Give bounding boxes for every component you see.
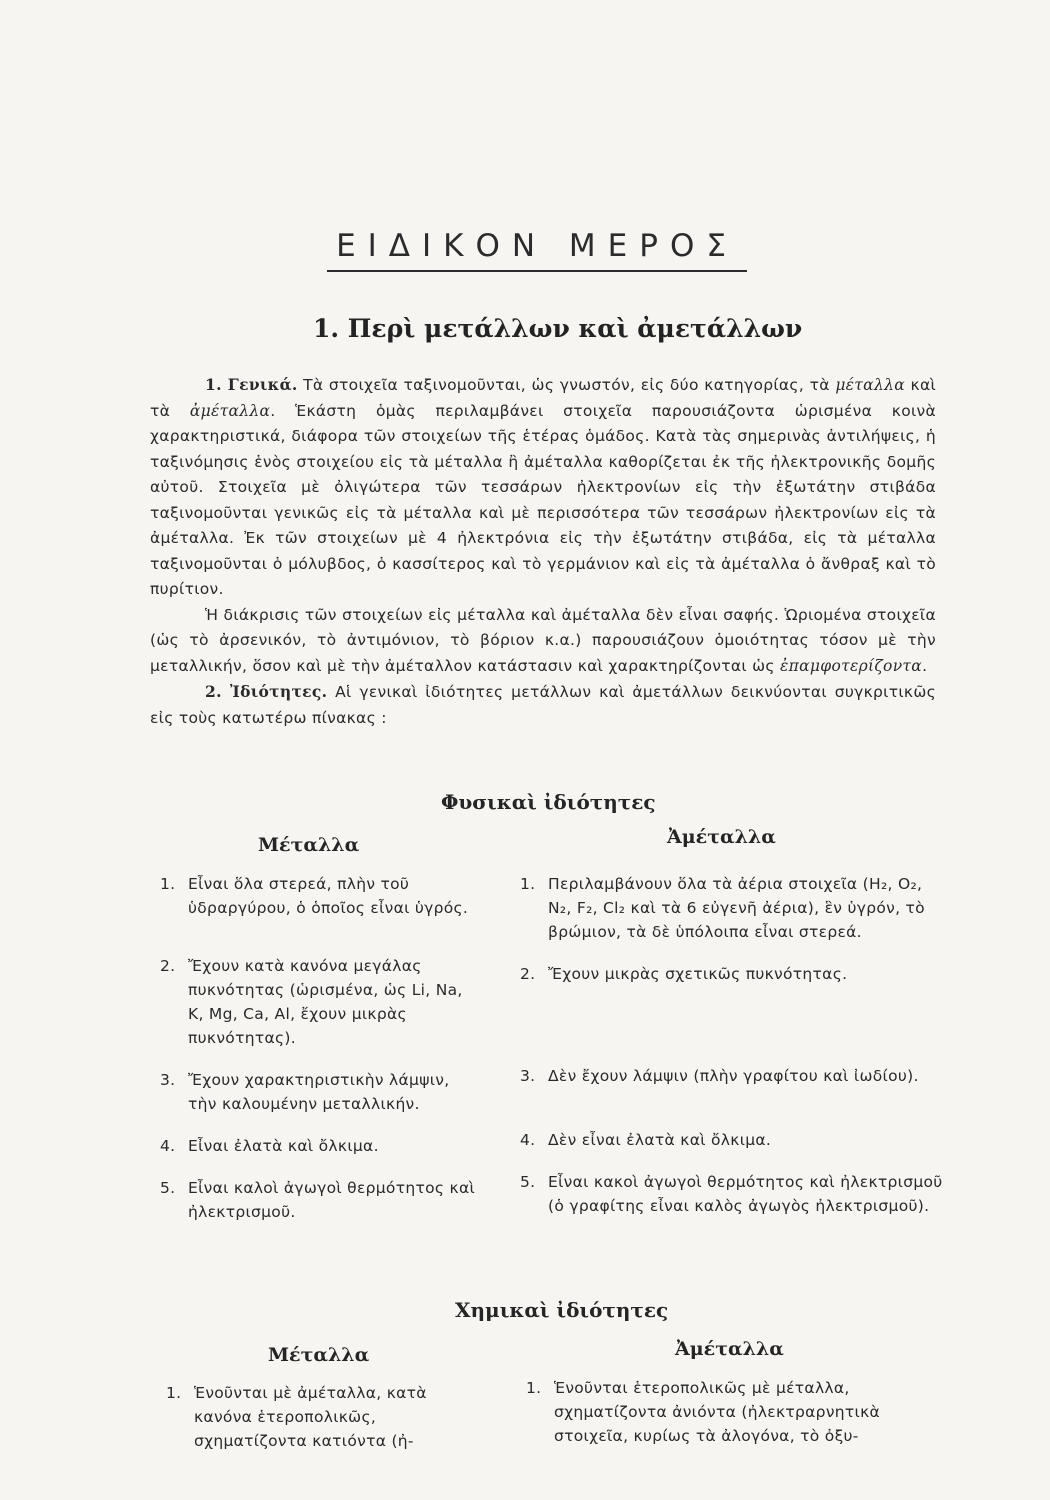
list-item: 3. Δὲν ἔχουν λάμψιν (πλὴν γραφίτου καὶ ἰωδίου).: [520, 1067, 919, 1085]
run-in-heading: 1. Γενικά.: [205, 375, 298, 394]
list-item: 1. Περιλαμβάνουν ὅλα τὰ ἀέρια στοιχεῖα (H₂, O₂, N₂, F₂, Cl₂ καὶ τὰ 6 εὐγενῆ ἀέρια), ἓν ὑγρόν, τὸ βρώμιον, τὰ δὲ ὑπόλοιπα εἶναι στερεά.: [520, 875, 925, 941]
chemical-properties-heading: Χημικαὶ ἰδιότητες: [455, 1298, 669, 1322]
list-item: 1. Ἑνοῦνται ἑτεροπολικῶς μὲ μέταλλα, σχηματίζοντα ἀνιόντα (ἠλεκτραρνητικὰ στοιχεῖα, κυρίως τὰ ἀλογόνα, τὸ ὀξυ-: [526, 1379, 881, 1445]
italic-term: ἀμέταλλα: [189, 401, 271, 420]
main-title: ΕΙΔΙΚΟΝ ΜΕΡΟΣ: [336, 228, 738, 264]
chemical-nonmetals-heading: Ἀμέταλλα: [675, 1338, 784, 1360]
list-item: 1. Εἶναι ὅλα στερεά, πλὴν τοῦ ὑδραργύρου, ὁ ὁποῖος εἶναι ὑγρός.: [160, 875, 469, 917]
italic-term: μέταλλα: [835, 376, 905, 394]
physical-nonmetals-heading: Ἀμέταλλα: [667, 826, 776, 848]
list-item: 1. Ἑνοῦνται μὲ ἀμέταλλα, κατὰ κανόνα ἑτεροπολικῶς, σχηματίζοντα κατιόντα (ἠ-: [166, 1384, 427, 1450]
paragraph-general: 1. Γενικά. Τὰ στοιχεῖα ταξινομοῦνται, ὡς γνωστόν, εἰς δύο κατηγορίας, τὰ μέταλλα καὶ τὰ ἀμέταλλα. Ἑκάστη ὁμὰς περιλαμβάνει στοιχεῖα παρουσιάζοντα ὡρισμένα κοινὰ χαρακτηριστικά, διάφορα τῶν στοιχείων τῆς ἑτέρας ὁμάδος. Κατὰ τὰς σημερινὰς ἀντιλήψεις, ἡ ταξινόμησις ἑνὸς στοιχείου εἰς τὰ μέταλλα ἢ ἀμέταλλα καθορίζεται ἐκ τῆς ἠλεκτρονικῆς δομῆς αὐτοῦ. Στοιχεῖα μὲ ὀλιγώτερα τῶν τεσσάρων ἠλεκτρονίων εἰς τὴν ἐξωτάτην στιβάδα ταξινομοῦνται γενικῶς εἰς τὰ μέταλλα καὶ μὲ περισσότερα τῶν τεσσάρων ἠλεκτρονίων εἰς τὰ ἀμέταλλα. Ἐκ τῶν στοιχείων μὲ 4 ἠλεκτρόνια εἰς τὴν ἐξωτάτην στιβάδα, εἰς τὰ μέταλλα ταξινομοῦνται ὁ μόλυβδος, ὁ κασσίτερος καὶ τὸ γερμάνιον καὶ εἰς τὰ ἀμέταλλα ὁ ἄνθραξ καὶ τὸ πυρίτιον.: [150, 375, 937, 598]
physical-nonmetals-list: [520, 872, 945, 1236]
chemical-metals-heading: Μέταλλα: [268, 1344, 370, 1366]
paragraph-distinction: Ἡ διάκρισις τῶν στοιχείων εἰς μέταλλα καὶ ἀμέταλλα δὲν εἶναι σαφής. Ὡριομένα στοιχεῖα (ὡς τὸ ἀρσενικόν, τὸ ἀντιμόνιον, τὸ βόριον κ.α.) παρουσιάζουν ὁμοιότητας τόσον μὲ τὴν μεταλλικήν, ὅσον καὶ μὲ τὴν ἀμέταλλον κατάστασιν καὶ χαρακτηρίζονται ὡς ἐπαμφοτερίζοντα.: [150, 605, 936, 675]
list-item: 4. Δὲν εἶναι ἐλατὰ καὶ ὄλκιμα.: [520, 1131, 772, 1149]
physical-metals-list: [160, 872, 482, 1242]
chemical-metals-list: [166, 1381, 482, 1471]
chemical-nonmetals-list: [526, 1376, 948, 1466]
italic-term: ἐπαμφοτερίζοντα: [780, 656, 923, 675]
list-item: 3. Ἔχουν χαρακτηριστικὴν λάμψιν, τὴν καλουμένην μεταλλικήν.: [160, 1071, 450, 1113]
list-item: 2. Ἔχουν κατὰ κανόνα μεγάλας πυκνότητας (ὡρισμένα, ὡς Li, Na, K, Mg, Ca, Al, ἔχουν μικρὰς πυκνότητας).: [160, 957, 463, 1047]
physical-metals-heading: Μέταλλα: [258, 834, 360, 856]
run-in-heading: 2. Ἰδιότητες.: [205, 682, 328, 701]
list-item: 5. Εἶναι καλοὶ ἀγωγοὶ θερμότητος καὶ ἠλεκτρισμοῦ.: [160, 1179, 475, 1221]
physical-properties-heading: Φυσικαὶ ἰδιότητες: [441, 790, 656, 814]
paragraph-properties: 2. Ἰδιότητες. Αἱ γενικαὶ ἰδιότητες μετάλλων καὶ ἀμετάλλων δεικνύονται συγκριτικῶς εἰς τοὺς κατωτέρω πίνακας :: [150, 682, 936, 727]
chapter-heading: 1. Περὶ μετάλλων καὶ ἀμετάλλων: [313, 314, 803, 343]
intro-text: [150, 372, 936, 731]
list-item: 2. Ἔχουν μικρὰς σχετικῶς πυκνότητας.: [520, 965, 848, 983]
list-item: 4. Εἶναι ἐλατὰ καὶ ὄλκιμα.: [160, 1137, 379, 1155]
list-item: 5. Εἶναι κακοὶ ἀγωγοὶ θερμότητος καὶ ἠλεκτρισμοῦ (ὁ γραφίτης εἶναι καλὸς ἀγωγὸς ἠλεκτρισμοῦ).: [520, 1173, 943, 1215]
title-underline: [327, 270, 747, 272]
